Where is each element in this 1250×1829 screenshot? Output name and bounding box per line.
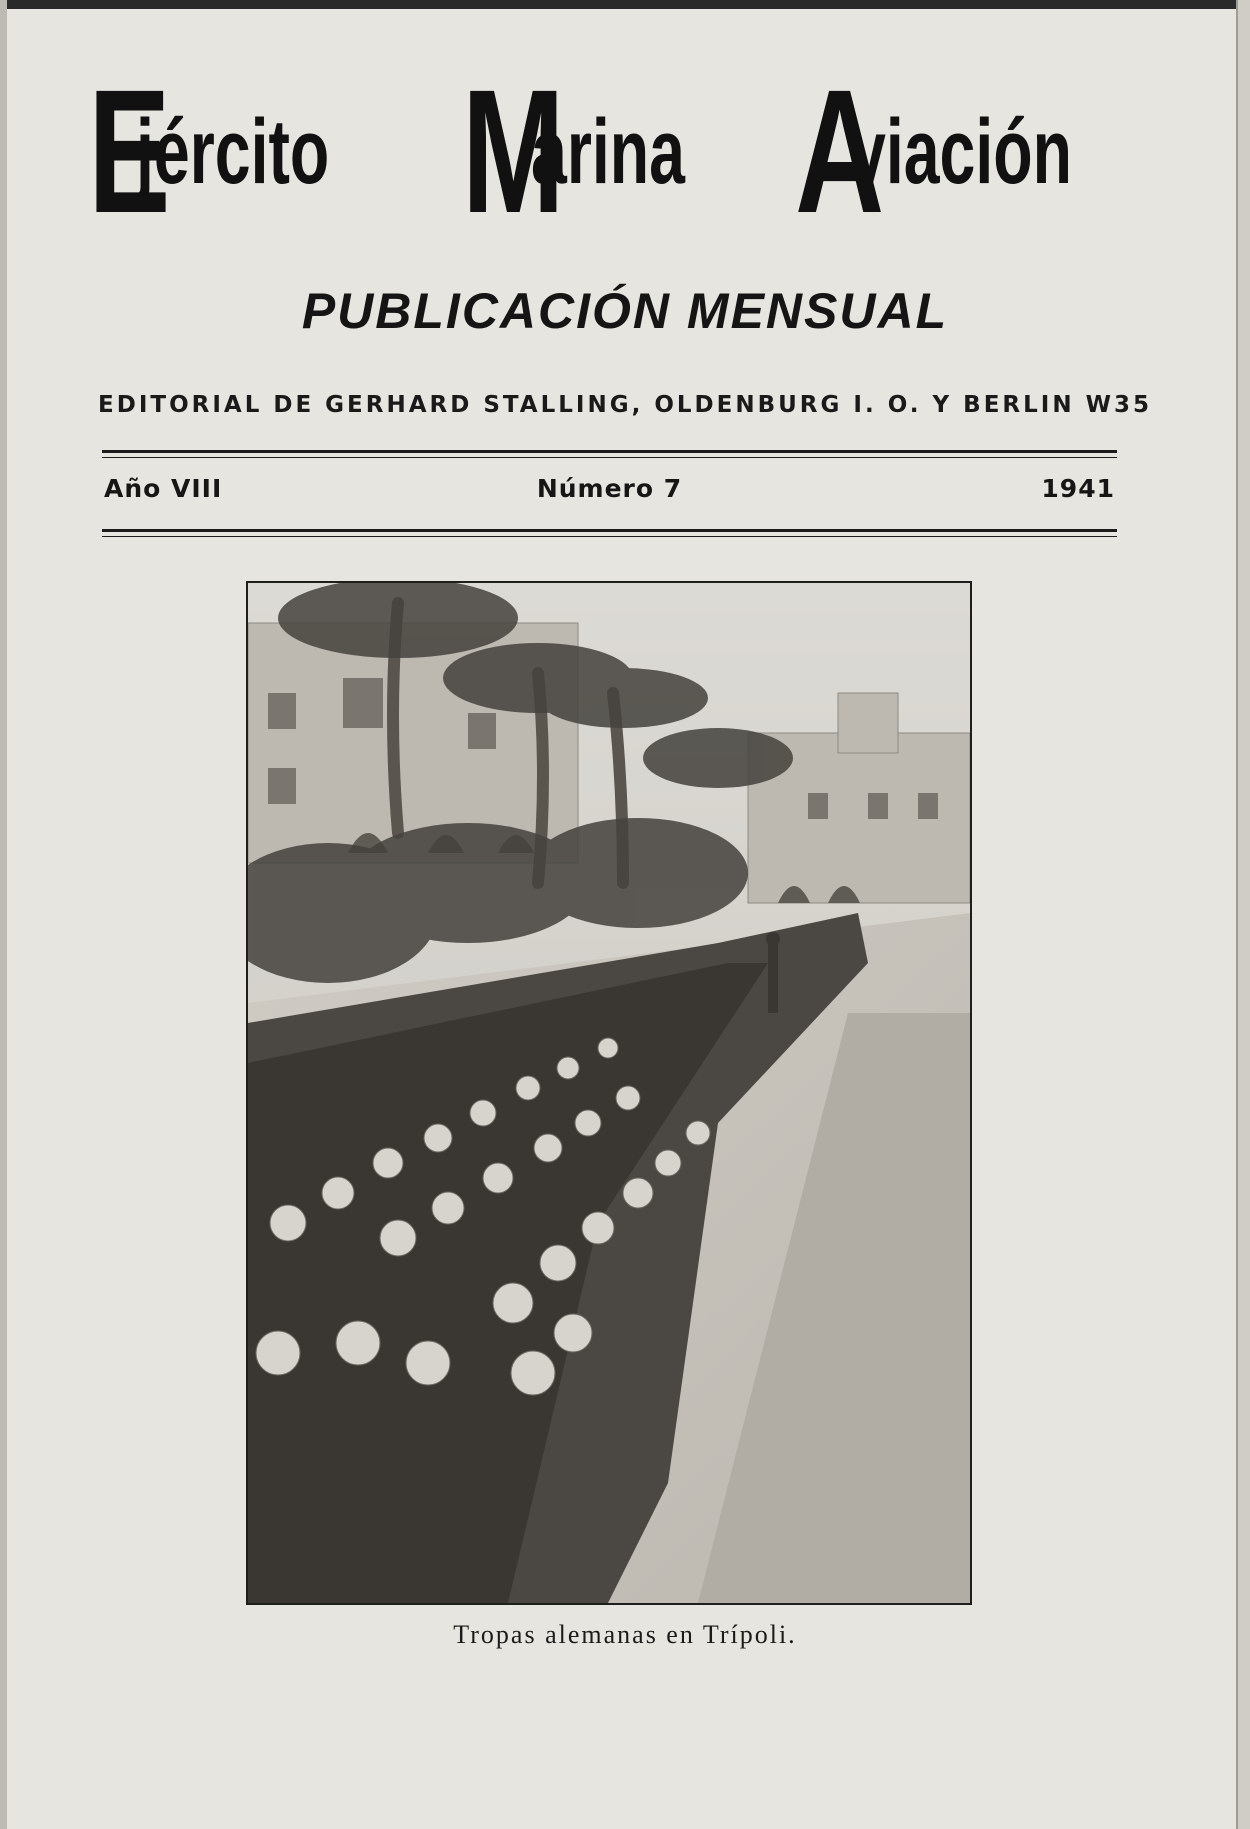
bottom-rule bbox=[102, 529, 1117, 532]
issue-year: 1941 bbox=[1041, 474, 1115, 503]
photo-scene bbox=[248, 583, 970, 1603]
masthead-word-rest: arina bbox=[531, 101, 685, 203]
top-rule-thin bbox=[102, 457, 1117, 458]
publisher-line: EDITORIAL DE GERHARD STALLING, OLDENBURG I. O. Y BERLIN W35 bbox=[98, 392, 1152, 418]
masthead-initial: A bbox=[795, 54, 885, 250]
issue-volume: Año VIII bbox=[104, 474, 223, 503]
cover-page-edge bbox=[1236, 0, 1250, 1829]
masthead-initial: M bbox=[462, 54, 566, 250]
top-rule bbox=[102, 450, 1117, 453]
masthead-word-marina bbox=[418, 54, 751, 250]
masthead-word-rest: viación bbox=[850, 101, 1072, 203]
bottom-rule-thin bbox=[102, 536, 1117, 537]
photo-caption: Tropas alemanas en Trípoli. bbox=[453, 1620, 797, 1649]
cover-spine-edge bbox=[0, 0, 7, 1829]
masthead-initial: E bbox=[88, 54, 171, 250]
cover-photograph bbox=[246, 581, 972, 1605]
masthead-word-aviacion bbox=[757, 54, 1167, 250]
masthead-word-rest: jército bbox=[136, 101, 330, 203]
issue-info bbox=[102, 474, 1117, 514]
issue-number: Número 7 bbox=[536, 474, 683, 503]
masthead-word-ejercito bbox=[53, 54, 412, 250]
masthead-title bbox=[88, 54, 1120, 250]
cover-top-edge bbox=[0, 0, 1250, 9]
publication-subtitle: PUBLICACIÓN MENSUAL bbox=[301, 283, 949, 339]
